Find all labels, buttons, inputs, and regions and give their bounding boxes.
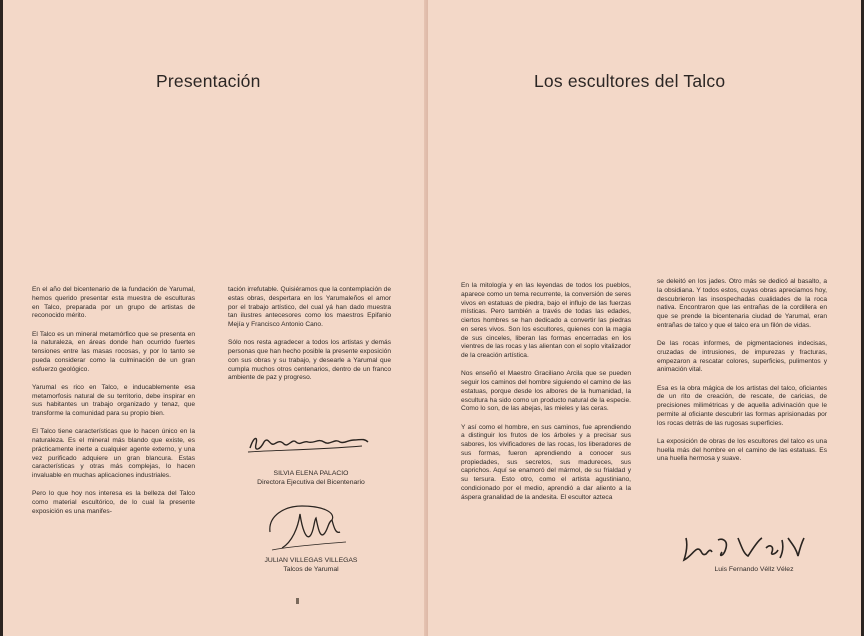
left-edge	[0, 0, 3, 636]
paragraph: Y así como el hombre, en sus caminos, fue aprendiendo a distinguir los frutos de los árboles y a precisar sus sabores, los vivificadores de las rocas, los liberadores de sus formas, fueron aprendiendo a conocer sus propiedades, sus secretos, sus madureces, sus caprichos. Aquí se enamoró del mármol, de su frialdad y su tersura. Esto otro, como el artista agustiniano, condicionado por el medio, aprendió a dar aliento a la áspera granalidad de la andesita. El escultor azteca	[461, 423, 631, 501]
paragraph: Sólo nos resta agradecer a todos los artistas y demás personas que han hecho posible la presente exposición con sus obras y su trabajo, y desearle a Yarumal que cumpla muchos otros centenarios, dentro de un franco ambiente de paz y progreso.	[228, 339, 391, 382]
signer-role: Directora Ejecutiva del Bicentenario	[257, 478, 365, 486]
signature-julian-text	[226, 557, 396, 574]
signature-silvia-text	[226, 470, 396, 487]
signature-julian-handwriting	[262, 498, 352, 554]
left-page	[0, 0, 428, 636]
signer-name: SILVIA ELENA PALACIO	[273, 470, 349, 477]
paragraph: El Talco tiene características que lo hacen único en la naturaleza. Es el mineral más blando que existe, es prácticamente inerte a cualquier agente externo, y una vez purificado adquiere un gran blancura. Estas características y otras más complejas, lo hacen invaluable en muchas aplicaciones industriales.	[32, 428, 195, 479]
left-column-2	[228, 286, 391, 393]
signer-name: Luis Fernando Véllz Vélez	[714, 566, 794, 573]
paragraph: se deleitó en los jades. Otro más se dedicó al basalto, a la obsidiana. Y todos estos, cuyas obras apreciamos hoy, descubrieron las insospechadas cualidades de la roca nativa. Encontraron que las entrañas de la cordillera en que se prende la bicentenaria ciudad de Yarumal, eran entrañas de talco y que el talco era un filón de vidas.	[657, 278, 827, 329]
right-column-1	[461, 282, 631, 512]
signature-luis-handwriting	[678, 530, 808, 564]
paragraph: La exposición de obras de los escultores del talco es una huella más del hombre en el camino de las estatuas. Es una huella hermosa y suave.	[657, 437, 827, 463]
paragraph: De las rocas informes, de pigmentaciones indecisas, cruzadas de intrusiones, de impurezas y fracturas, empezaron a rescatar colores, superficies, pulimentos y animación vital.	[657, 340, 827, 374]
presentacion-title: Presentación	[156, 71, 261, 91]
paragraph: En el año del bicentenario de la fundación de Yarumal, hemos querido presentar esta muestra de esculturas en Talco, preparada por un grupo de artistas de reconocido mérito.	[32, 286, 195, 320]
paragraph: En la mitología y en las leyendas de todos los pueblos, aparece como un tema recurrente, la conversión de seres vivos en estatuas de piedra, bajo el influjo de las fuerzas místicas. Pero también a través de todas las edades, ciertos hombres se han dedicado a convertir las piedras en seres vivos. Son los escultores, quienes con la magia de sus cinceles, liberan las formas encerradas en los vientres de las rocas y las alientan con el soplo vitalizador de la creación artística.	[461, 282, 631, 359]
signature-luis-text	[654, 566, 854, 575]
signer-name: JULIAN VILLEGAS VILLEGAS	[264, 557, 358, 564]
paragraph: Nos enseñó el Maestro Graciliano Arcila que se pueden seguir los caminos del hombre siguiendo el camino de las estatuas, porque desde los albores de la humanidad, la escultura ha sido como un producto natural de la especie. Como lo son, de las abejas, las mieles y las ceras.	[461, 370, 631, 413]
signer-role: Talcos de Yarumal	[283, 565, 339, 573]
signature-silvia-handwriting	[244, 430, 374, 458]
paragraph: tación irrefutable. Quisiéramos que la contemplación de estas obras, despertara en los Yarumaleños el amor por el trabajo artístico, del cual yá han dado muestra tan ilustres antecesores como los maestros Epifanio Mejía y Francisco Antonio Cano.	[228, 286, 391, 328]
right-column-2	[657, 278, 827, 474]
paragraph: El Talco es un mineral metamórfico que se presenta en la naturaleza, en áreas donde han ocurrido fuertes tensiones entre las masas rocosas, y por lo tanto se pueda considerar como la culminación de un gran esfuerzo geológico.	[32, 330, 195, 373]
escultores-title: Los escultores del Talco	[534, 71, 726, 91]
paragraph: Pero lo que hoy nos interesa es la belleza del Talco como material escultórico, de lo cual la presente exposición es una manifes-	[32, 490, 195, 515]
paragraph: Yarumal es rico en Talco, e inducablemente esa metamorfosis natural de su territorio, debe inspirar en sus habitantes un trabajo organizado y tenaz, que transforme la comunidad para su propio bien.	[32, 383, 195, 417]
paragraph: Esa es la obra mágica de los artistas del talco, oficiantes de un rito de creación, de rescate, de caricias, de precisiones milimétricas y de aquella adivinación que le permite al oficiante descubrir las formas aprisionadas por los rocas detrás de las rugosas superficies.	[657, 384, 827, 427]
left-column-1	[32, 286, 195, 526]
right-page	[428, 0, 864, 636]
staple-mark	[296, 598, 299, 604]
